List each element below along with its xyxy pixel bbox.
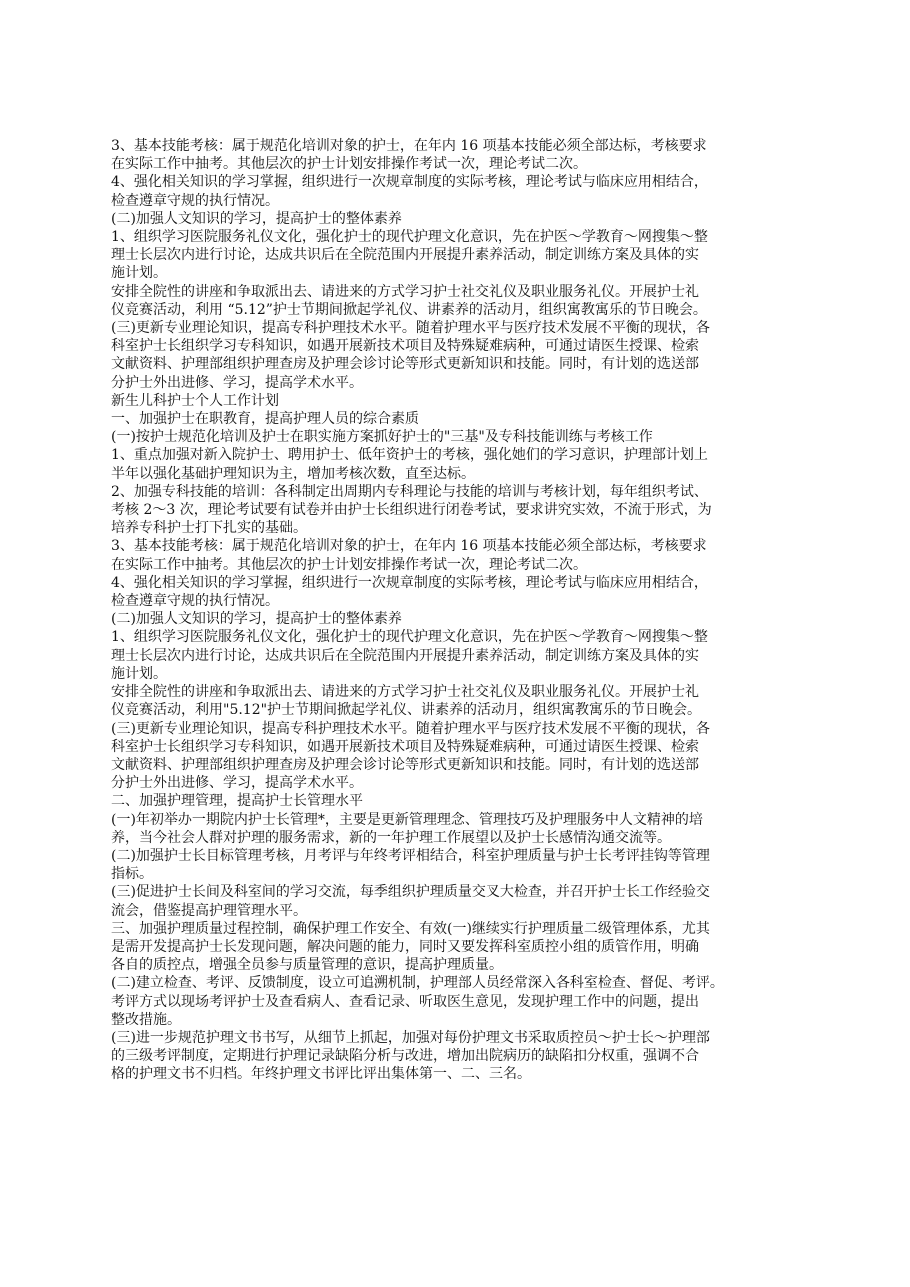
text-line: 理士长层次内进行讨论，达成共识后在全院范围内开展提升素养活动，制定训练方案及具体的实 (111, 647, 699, 664)
text-line: 新生儿科护士个人工作计划 (111, 392, 279, 409)
text-line: (三)更新专业理论知识，提高专科护理技术水平。随着护理水平与医疗技术发展不平衡的现状，各 (111, 320, 710, 337)
text-line: (三)促进护士长间及科室间的学习交流，每季组织护理质量交叉大检查，并召开护士长工作经验交 (111, 884, 710, 901)
text-line: 养，当今社会人群对护理的服务需求，新的一年护理工作展望以及护士长感情沟通交流等。 (111, 829, 671, 846)
text-line: 安排全院性的讲座和争取派出去、请进来的方式学习护士社交礼仪及职业服务礼仪。开展护士礼 (111, 283, 699, 300)
text-line: 文献资料、护理部组织护理查房及护理会诊讨论等形式更新知识和技能。同时，有计划的选送部 (111, 756, 699, 773)
text-line: 2、加强专科技能的培训：各科制定出周期内专科理论与技能的培训与考核计划，每年组织考试、 (111, 483, 708, 500)
text-line: 1、重点加强对新入院护士、聘用护士、低年资护士的考核，强化她们的学习意识，护理部计划上 (111, 447, 708, 464)
text-line: 分护士外出进修、学习，提高学术水平。 (111, 775, 363, 792)
text-line: 科室护士长组织学习专科知识，如遇开展新技术项目及特殊疑难病种，可通过请医生授课、检索 (111, 738, 699, 755)
text-line: 在实际工作中抽考。其他层次的护士计划安排操作考试一次，理论考试二次。 (111, 556, 587, 573)
text-line: 安排全院性的讲座和争取派出去、请进来的方式学习护士社交礼仪及职业服务礼仪。开展护士礼 (111, 684, 699, 701)
text-line: 4、强化相关知识的学习掌握，组织进行一次规章制度的实际考核，理论考试与临床应用相结合， (111, 574, 708, 591)
text-line: 检查遵章守规的执行情况。 (111, 192, 279, 209)
text-line: 检查遵章守规的执行情况。 (111, 593, 279, 610)
text-line: (二)加强人文知识的学习，提高护士的整体素养 (111, 210, 402, 227)
text-line: 一、加强护士在职教育，提高护理人员的综合素质 (111, 411, 419, 428)
text-line: 流会，借鉴提高护理管理水平。 (111, 902, 307, 919)
text-line: 是需开发提高护士长发现问题，解决问题的能力，同时又要发挥科室质控小组的质管作用，明确 (111, 938, 699, 955)
document-body (111, 137, 803, 1084)
text-line: 仪竞赛活动，利用 “5.12”护士节期间掀起学礼仪、讲素养的活动月，组织寓教寓乐的节日晚会。 (111, 301, 707, 318)
text-line: 半年以强化基础护理知识为主，增加考核次数，直至达标。 (111, 465, 475, 482)
text-line: 3、基本技能考核：属于规范化培训对象的护士，在年内 16 项基本技能必须全部达标，考核要求 (111, 538, 707, 555)
text-line: 1、组织学习医院服务礼仪文化，强化护士的现代护理文化意识，先在护医～学教育～网搜集～整 (111, 629, 708, 646)
text-line: (三)进一步规范护理文书书写，从细节上抓起，加强对每份护理文书采取质控员～护士长～护理部 (111, 1029, 710, 1046)
text-line: (二)建立检查、考评、反馈制度，设立可追溯机制，护理部人员经常深入各科室检查、督促、考评。 (111, 975, 724, 992)
text-line: (一)按护士规范化培训及护士在职实施方案抓好护士的"三基"及专科技能训练与考核工作 (111, 429, 653, 446)
text-line: 3、基本技能考核：属于规范化培训对象的护士，在年内 16 项基本技能必须全部达标，考核要求 (111, 138, 707, 154)
text-line: 整改措施。 (111, 1011, 181, 1028)
text-line: 考评方式以现场考评护士及查看病人、查看记录、听取医生意见，发现护理工作中的问题，提出 (111, 993, 699, 1010)
text-line: (二)加强护士长目标管理考核，月考评与年终考评相结合，科室护理质量与护士长考评挂钩等管理 (111, 847, 710, 864)
text-line: 理士长层次内进行讨论，达成共识后在全院范围内开展提升素养活动，制定训练方案及具体的实 (111, 247, 699, 264)
text-line: 科室护士长组织学习专科知识，如遇开展新技术项目及特殊疑难病种，可通过请医生授课、检索 (111, 338, 699, 355)
text-line: 仪竞赛活动，利用"5.12"护士节期间掀起学礼仪、讲素养的活动月，组织寓教寓乐的节日晚会。 (111, 702, 702, 719)
text-line: 施计划。 (111, 265, 167, 282)
text-line: (三)更新专业理论知识，提高专科护理技术水平。随着护理水平与医疗技术发展不平衡的现状，各 (111, 720, 710, 737)
text-line: 的三级考评制度，定期进行护理记录缺陷分析与改进，增加出院病历的缺陷扣分权重，强调不合 (111, 1048, 699, 1065)
text-line: 二、加强护理管理，提高护士长管理水平 (111, 793, 363, 810)
text-line: 文献资料、护理部组织护理查房及护理会诊讨论等形式更新知识和技能。同时，有计划的选送部 (111, 356, 699, 373)
text-line: 4、强化相关知识的学习掌握，组织进行一次规章制度的实际考核，理论考试与临床应用相结合， (111, 174, 708, 191)
text-line: 1、组织学习医院服务礼仪文化，强化护士的现代护理文化意识，先在护医～学教育～网搜集～整 (111, 229, 708, 246)
text-line: 考核 2～3 次，理论考试要有试卷并由护士长组织进行闭卷考试，要求讲究实效，不流于形式，为 (111, 502, 712, 519)
text-line: (一)年初举办一期院内护士长管理*，主要是更新管理理念、管理技巧及护理服务中人文精神的培 (111, 811, 703, 828)
text-line: 指标。 (111, 866, 153, 883)
text-line: 在实际工作中抽考。其他层次的护士计划安排操作考试一次，理论考试二次。 (111, 156, 587, 173)
text-line: 培养专科护士打下扎实的基础。 (111, 520, 307, 537)
text-line: 施计划。 (111, 665, 167, 682)
text-line: 格的护理文书不归档。年终护理文书评比评出集体第一、二、三名。 (111, 1066, 531, 1083)
text-line: 分护士外出进修、学习，提高学术水平。 (111, 374, 363, 391)
text-line: 三、加强护理质量过程控制，确保护理工作安全、有效(一)继续实行护理质量二级管理体系，尤其 (111, 920, 710, 937)
text-line: (二)加强人文知识的学习，提高护士的整体素养 (111, 611, 402, 628)
text-line: 各自的质控点，增强全员参与质量管理的意识，提高护理质量。 (111, 957, 503, 974)
